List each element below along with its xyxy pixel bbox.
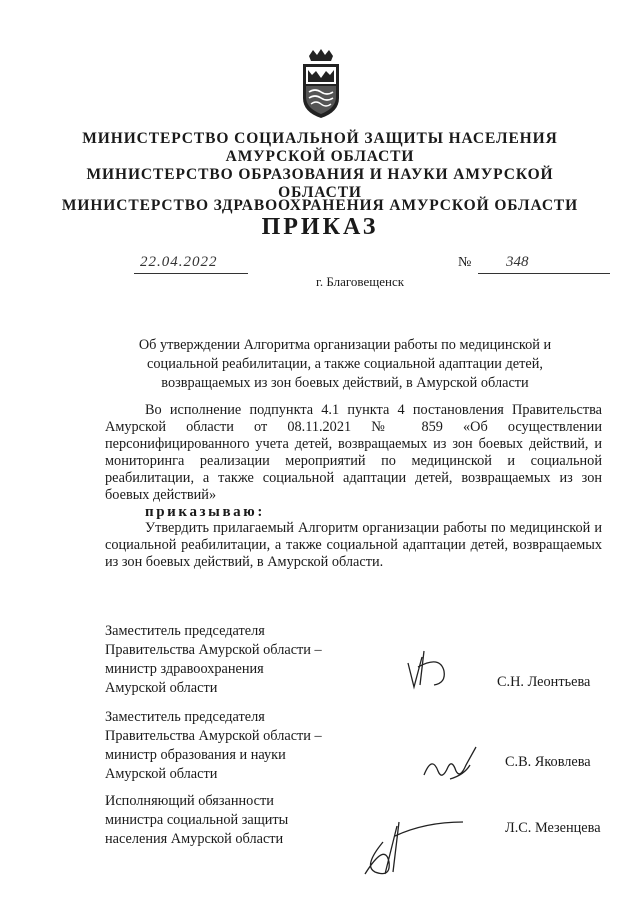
signer-name: Л.С. Мезенцева — [505, 820, 601, 836]
document-number-label: № — [458, 255, 472, 270]
signer-position: Исполняющий обязанности министра социальной защиты населения Амурской области — [105, 793, 289, 847]
signer-position: Заместитель председателя Правительства Амурской области – министр здравоохранения Амурской области — [105, 623, 322, 696]
signer-name: С.В. Яковлева — [505, 754, 591, 770]
document-title: ПРИКАЗ — [261, 214, 379, 240]
basis-text: Во исполнение подпункта 4.1 пункта 4 постановления Правительства Амурской области от 08.11.2021 № 859 «Об осуществлении персонифицированного учета детей, возвращаемых из зон боевых действий, и мониторинга реализации мероприятий по медицинской и социальной реабилитации, а также социальной адаптации детей, возвращаемых из зон боевых действий» — [105, 402, 602, 503]
subject-line: социальной реабилитации, а также социальной адаптации детей, — [147, 356, 543, 372]
subject-line: возвращаемых из зон боевых действий, в Амурской области — [161, 375, 529, 391]
ministry-header-line: МИНИСТЕРСТВО ОБРАЗОВАНИЯ И НАУКИ АМУРСКОЙ — [86, 166, 554, 183]
handwritten-signature-3 — [355, 812, 475, 882]
signer-position: Заместитель председателя Правительства Амурской области – министр образования и науки Амурской области — [105, 709, 322, 782]
amur-oblast-coat-of-arms-icon — [297, 48, 345, 120]
signer-name: С.Н. Леонтьева — [497, 674, 591, 690]
ministry-header-line: АМУРСКОЙ ОБЛАСТИ — [225, 148, 415, 165]
ministry-header-line: МИНИСТЕРСТВО СОЦИАЛЬНОЙ ЗАЩИТЫ НАСЕЛЕНИЯ — [82, 130, 558, 147]
order-text: Утвердить прилагаемый Алгоритм организации работы по медицинской и социальной реабилитации, а также социальной адаптации детей, возвращаемых из зон боевых действий, в Амурской области. — [105, 520, 602, 570]
ministry-header-line: ОБЛАСТИ — [278, 184, 362, 201]
document-date: 22.04.2022 — [134, 254, 248, 274]
document-subject — [105, 336, 585, 393]
handwritten-signature-1 — [400, 645, 460, 695]
document-city: г. Благовещенск — [315, 274, 405, 289]
document-number: 348 — [478, 254, 610, 274]
subject-line: Об утверждении Алгоритма организации работы по медицинской и — [138, 337, 552, 353]
order-word: приказываю: — [145, 504, 265, 520]
ministry-header-line: МИНИСТЕРСТВО ЗДРАВООХРАНЕНИЯ АМУРСКОЙ ОБЛАСТИ — [61, 197, 579, 214]
handwritten-signature-2 — [420, 745, 490, 790]
order-paragraph — [105, 520, 602, 571]
basis-paragraph — [105, 402, 602, 504]
